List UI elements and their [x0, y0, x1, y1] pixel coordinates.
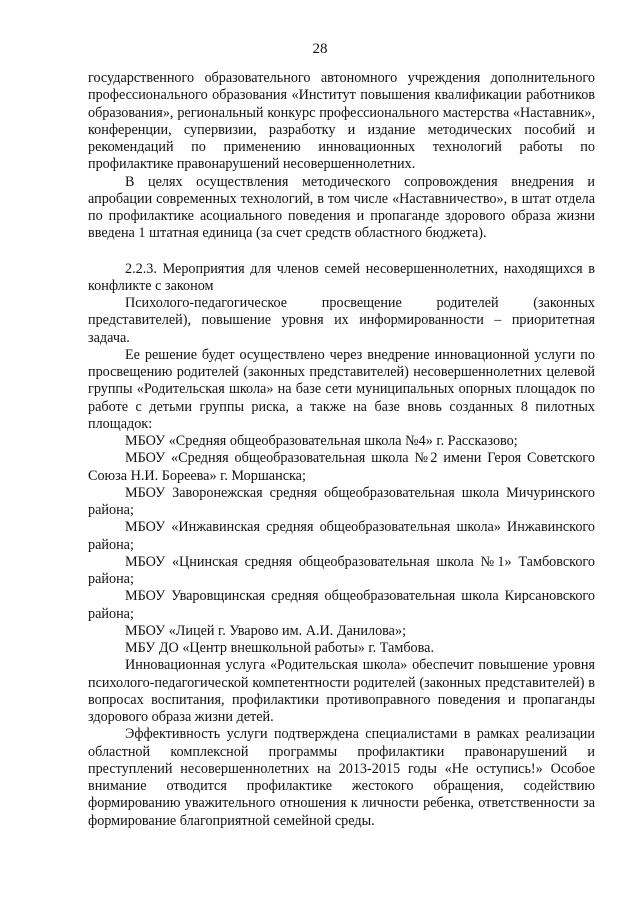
list-item: МБОУ «Средняя общеобразовательная школа №2 имени Героя Советского Союза Н.И. Бореева» г. Моршанска; — [88, 450, 595, 484]
paragraph-effectiveness: Эффективность услуги подтверждена специалистами в рамках реализации областной комплексной программы профилактики правонарушений и преступлений несовершеннолетних на 2013-2015 годы «Не оступись!» Особое внимание отводится профилактике жестокого обращения, содействию формированию уважительного отношения к личности ребенка, ответственности за формирование благоприятной семейной среды. — [88, 726, 595, 829]
document-body — [88, 70, 595, 830]
paragraph-intro: Психолого-педагогическое просвещение родителей (законных представителей), повышение уровня их информированности – приоритетная задача. — [88, 295, 595, 346]
list-item: МБОУ «Лицей г. Уварово им. А.И. Данилова»; — [125, 622, 407, 639]
pilot-schools-list — [88, 433, 595, 657]
paragraph-continuation: государственного образовательного автономного учреждения дополнительного профессионального образования «Институт повышения квалификации работников образования», региональный конкурс профессионального мастерства «Наставник», конференции, супервизии, разработку и издание методических пособий и рекомендаций по применению инновационных технологий работы по профилактике правонарушений несовершеннолетних. — [88, 70, 595, 173]
section-spacer — [88, 243, 595, 261]
page-number: 28 — [312, 41, 328, 57]
paragraph-solution: Ее решение будет осуществлено через внедрение инновационной услуги по просвещению родителей (законных представителей) несовершеннолетних целевой группы «Родительская школа» на базе сети муниципальных опорных площадок по работе с детьми группы риска, а также на базе вновь созданных 8 пилотных площадок: — [88, 346, 595, 432]
section-heading: 2.2.3. Мероприятия для членов семей несовершеннолетних, находящихся в конфликте с законом — [88, 260, 595, 294]
list-item: МБОУ «Инжавинская средняя общеобразовательная школа» Инжавинского района; — [88, 519, 595, 553]
list-item: МБУ ДО «Центр внешкольной работы» г. Тамбова. — [125, 640, 434, 656]
paragraph-outcome: Инновационная услуга «Родительская школа» обеспечит повышение уровня психолого-педагогической компетентности родителей (законных представителей) в вопросах воспитания, профилактики противоправного поведения и пропаганды здорового образа жизни детей. — [88, 657, 595, 725]
list-item: МБОУ Уваровщинская средняя общеобразовательная школа Кирсановского района; — [88, 588, 595, 622]
list-item: МБОУ Заворонежская средняя общеобразовательная школа Мичуринского района; — [88, 484, 595, 518]
paragraph-staffing: В целях осуществления методического сопровождения внедрения и апробации современных технологий, в том числе «Наставничество», в штат отдела по профилактике асоциального поведения и пропаганде здорового образа жизни введена 1 штатная единица (за счет средств областного бюджета). — [88, 173, 595, 242]
list-item: МБОУ «Средняя общеобразовательная школа №4» г. Рассказово; — [125, 433, 518, 449]
list-item: МБОУ «Цнинская средняя общеобразовательная школа №1» Тамбовского района; — [88, 553, 595, 587]
